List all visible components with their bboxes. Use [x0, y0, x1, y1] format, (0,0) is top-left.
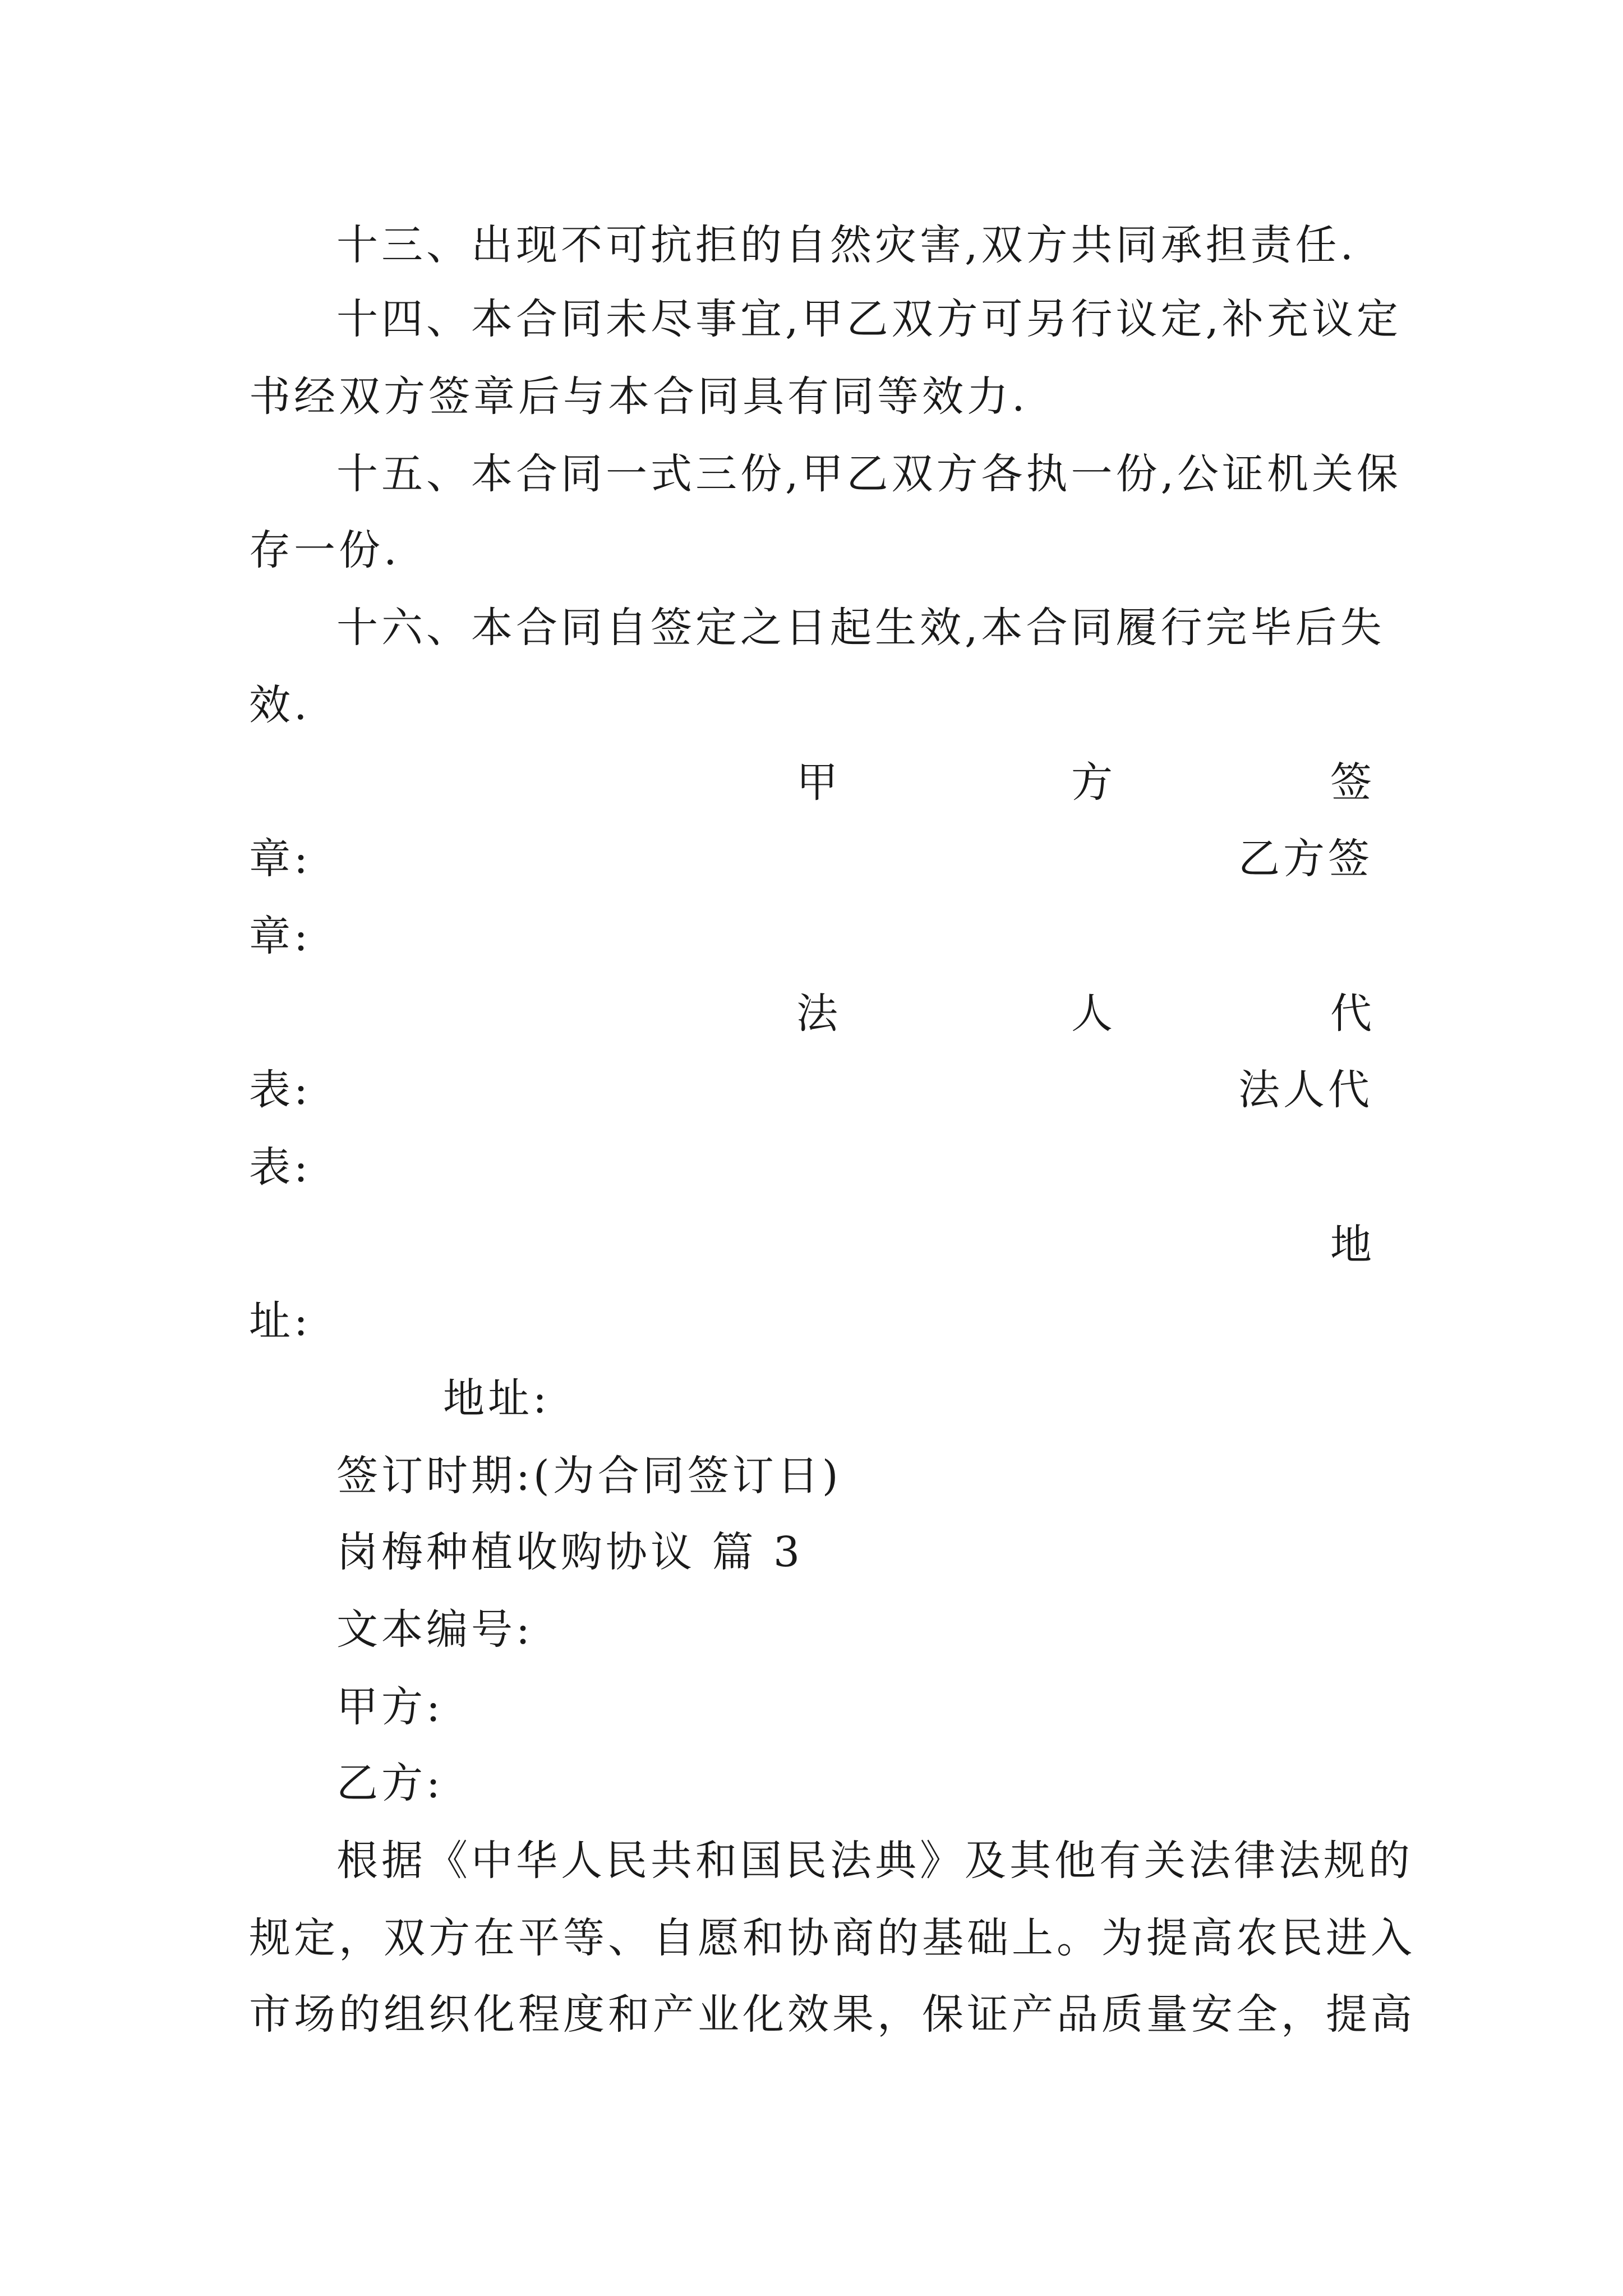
- legal-rep-char-2: 人: [1071, 990, 1116, 1038]
- party-a-label: 甲方:: [336, 1683, 444, 1731]
- sign-date: 签订时期:(为合同签订日): [336, 1452, 842, 1500]
- signature-zhang-1: 章:: [249, 835, 311, 883]
- signature-party-a-char-3: 签: [1330, 758, 1375, 807]
- body-line-3: 市场的组织化程度和产业化效果，保证产品质量安全，提高: [249, 1990, 1415, 2039]
- article-title: 岗梅种植收购协议 篇 3: [336, 1528, 804, 1576]
- legal-rep-char-3: 代: [1330, 990, 1375, 1038]
- clause-15-line-2: 存一份.: [249, 526, 400, 574]
- clause-13: 十三、出现不可抗拒的自然灾害,双方共同承担责任.: [336, 221, 1357, 269]
- signature-party-a-char-2: 方: [1071, 758, 1116, 807]
- clause-16-line-2: 效.: [249, 681, 311, 729]
- legal-rep-char-1: 法: [796, 990, 841, 1038]
- signature-zhang-2: 章:: [249, 912, 311, 960]
- body-line-1: 根据《中华人民共和国民法典》及其他有关法律法规的: [336, 1837, 1413, 1885]
- signature-party-a-char-1: 甲: [796, 758, 841, 807]
- signature-party-b: 乙方签: [1238, 835, 1373, 883]
- clause-16-line-1: 十六、本合同自签定之日起生效,本合同履行完毕后失: [336, 604, 1385, 652]
- party-b-label: 乙方:: [336, 1759, 444, 1807]
- clause-15-line-1: 十五、本合同一式三份,甲乙双方各执一份,公证机关保: [336, 450, 1402, 498]
- clause-14-line-2: 书经双方签章后与本合同具有同等效力.: [249, 372, 1029, 421]
- legal-rep-party-b: 法人代: [1238, 1066, 1373, 1114]
- address-zhi: 址:: [249, 1297, 311, 1345]
- address-char: 地: [1330, 1221, 1375, 1269]
- legal-rep-biao-2: 表:: [249, 1143, 311, 1191]
- clause-14-line-1: 十四、本合同未尽事宜,甲乙双方可另行议定,补充议定: [336, 295, 1402, 343]
- body-line-2: 规定，双方在平等、自愿和协商的基础上。为提高农民进入: [249, 1914, 1415, 1962]
- legal-rep-biao-1: 表:: [249, 1066, 311, 1114]
- address-party-b: 地址:: [443, 1374, 550, 1423]
- document-number: 文本编号:: [336, 1605, 533, 1654]
